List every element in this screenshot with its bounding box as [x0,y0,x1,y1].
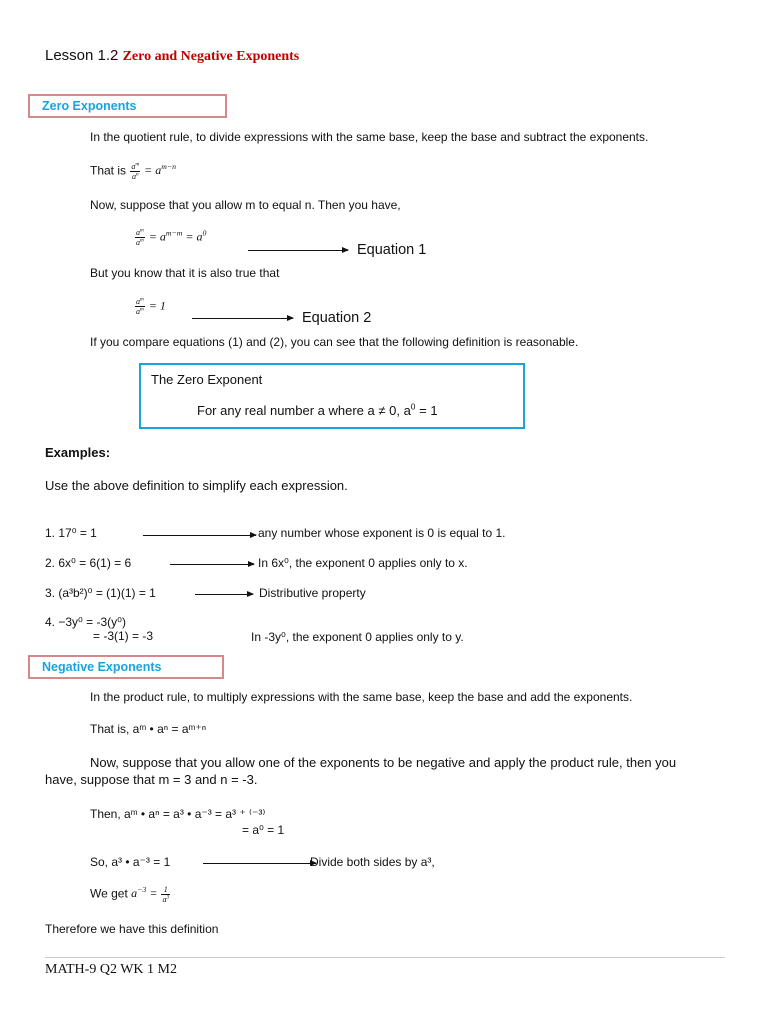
negative-suppose-line-2: have, suppose that m = 3 and n = -3. [45,772,258,787]
footer-divider [45,957,725,958]
example-1-arrow [143,535,256,536]
we-get-label: We get [90,886,128,901]
example-3-note: Distributive property [259,586,366,600]
product-rule-formula: That is, aᵐ • aⁿ = aᵐ⁺ⁿ [90,722,207,736]
example-2-arrow [170,564,254,565]
footer-text: MATH-9 Q2 WK 1 M2 [45,962,177,977]
example-1-note: any number whose exponent is 0 is equal to 1. [258,526,506,540]
example-3-arrow [195,594,253,595]
lesson-heading [45,47,299,65]
equation-2-formula: $\frac{a^m}{a^m}$ = 1 [136,296,166,316]
equation-1-arrow [248,250,348,251]
equation-1-label: Equation 1 [357,242,427,258]
equation-2-arrow [192,318,293,319]
example-2: 2. 6x⁰ = 6(1) = 6 [45,556,132,570]
negative-suppose-line-1: Now, suppose that you allow one of the exponents to be negative and apply the product rule, then you [90,755,677,770]
definition-title: The Zero Exponent [151,372,263,387]
compare-text: If you compare equations (1) and (2), you can see that the following definition is reasonable. [90,335,579,349]
example-1: 1. 17⁰ = 1 [45,526,97,540]
zero-exponent-definition-box [139,363,525,429]
suppose-text: Now, suppose that you allow m to equal n. Then you have, [90,198,401,212]
equation-1-formula: $\frac{a^m}{a^m}$ = $a^{m-m} = a^0$ [136,227,207,247]
lesson-title: Zero and Negative Exponents [122,49,300,64]
example-4-note: In -3y⁰, the exponent 0 applies only to y. [251,630,464,644]
that-is-label: That is [90,163,127,178]
we-get-line: We get $a^{-3}$ = $\frac{1}{a^3}$ [90,885,170,904]
so-line-arrow [203,863,316,864]
example-3: 3. (a³b²)⁰ = (1)(1) = 1 [45,586,156,600]
quotient-rule-formula: That is $\frac{a^m}{a^n}$ = $a^{m-n}$ [90,161,177,181]
then-line-2: = a⁰ = 1 [242,823,285,837]
examples-heading: Examples: [45,445,111,460]
also-true-text: But you know that it is also true that [90,266,280,280]
so-line-note: Divide both sides by a³, [310,855,435,869]
examples-intro: Use the above definition to simplify each expression. [45,478,348,493]
section-heading-zero-exponents: Zero Exponents [28,94,227,118]
example-4-line-2: = -3(1) = -3 [93,629,154,643]
so-line: So, a³ • a⁻³ = 1 [90,855,171,869]
section-heading-negative-exponents: Negative Exponents [28,655,224,679]
example-4-line-1: 4. −3y⁰ = -3(y⁰) [45,615,126,629]
then-line: Then, aᵐ • aⁿ = a³ • a⁻³ = a³ ⁺ ⁽⁻³⁾ [90,807,266,821]
equation-2-label: Equation 2 [302,310,372,326]
definition-body: For any real number a where a ≠ 0, $a^0 = 1$ [197,401,438,418]
quotient-rule-text: In the quotient rule, to divide expressions with the same base, keep the base and subtract the exponents. [90,130,649,144]
example-2-note: In 6x⁰, the exponent 0 applies only to x. [258,556,468,570]
lesson-prefix: Lesson 1.2 [45,47,119,64]
product-rule-text: In the product rule, to multiply expressions with the same base, keep the base and add the exponents. [90,690,633,704]
therefore-text: Therefore we have this definition [45,922,219,936]
